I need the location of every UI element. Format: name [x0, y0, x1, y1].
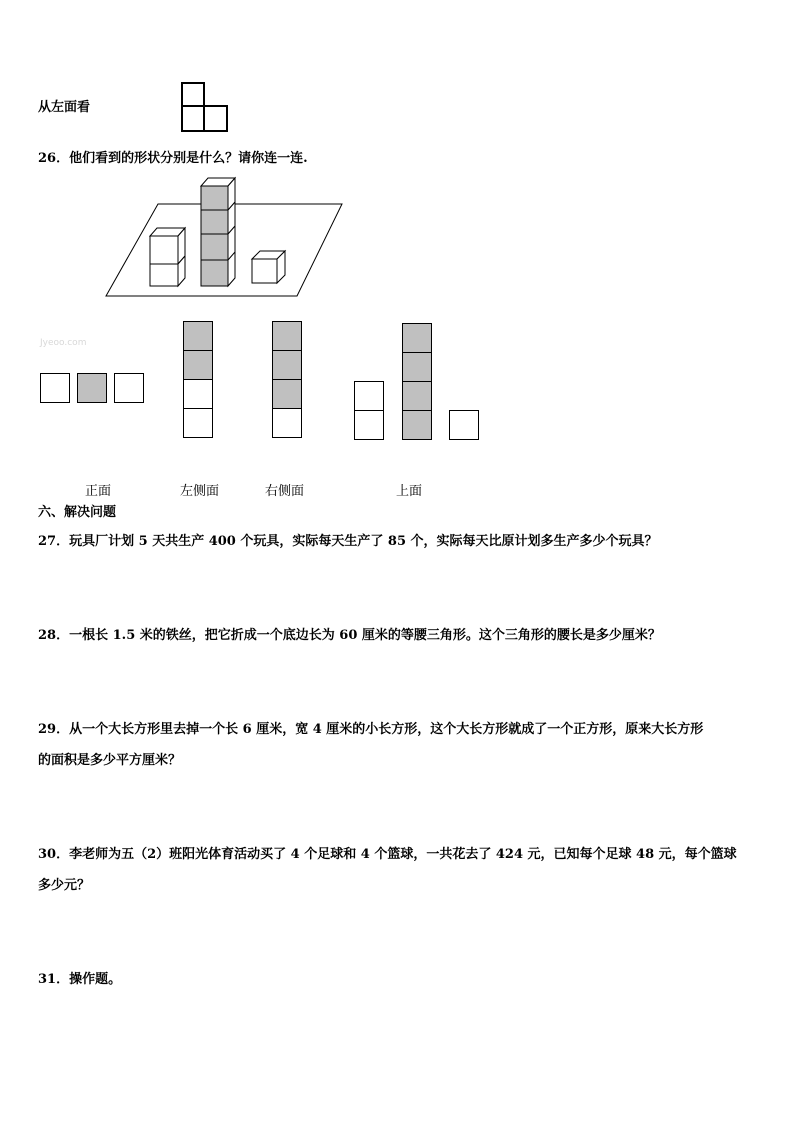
question-28: 28．一根长 1.5 米的铁丝，把它折成一个底边长为 60 厘米的等腰三角形。这个三角形的腰长是多少厘米？ — [38, 628, 661, 643]
view-square-gray — [183, 321, 213, 351]
view-square-gray — [183, 350, 213, 380]
view-square — [114, 373, 144, 403]
figure-square — [181, 105, 205, 132]
view-square — [183, 379, 213, 409]
question-26: 26．他们看到的形状分别是什么？请你连一连. — [38, 151, 308, 166]
cube-stack-left — [150, 228, 185, 286]
cube-single-right — [252, 251, 285, 283]
label-left-side: 左侧面 — [180, 484, 220, 499]
left-view-label: 从左面看 — [38, 100, 91, 115]
question-29-line1: 29．从一个大长方形里去掉一个长 6 厘米，宽 4 厘米的小长方形，这个大长方形就成了一个正方形，原来大长方形 — [38, 722, 704, 737]
view-square-gray — [272, 321, 302, 351]
question-30-line2: 多少元？ — [38, 878, 91, 893]
question-30-line1: 30．李老师为五（2）班阳光体育活动买了 4 个足球和 4 个篮球，一共花去了 424 元，已知每个足球 48 元，每个篮球 — [38, 847, 737, 862]
question-27: 27．玩具厂计划 5 天共生产 400 个玩具，实际每天生产了 85 个，实际每天比原计划多生产多少个玩具？ — [38, 534, 658, 549]
view-square-gray — [402, 410, 432, 440]
cube-stack-middle — [201, 178, 235, 286]
view-square-gray — [402, 352, 432, 382]
section-title: 六、解决问题 — [38, 505, 117, 520]
label-right-side: 右侧面 — [265, 484, 305, 499]
cube-stack-illustration — [100, 172, 350, 302]
view-square-gray — [402, 323, 432, 353]
watermark: Jyeoo.com — [40, 338, 87, 348]
view-square — [183, 408, 213, 438]
view-square — [272, 408, 302, 438]
question-31: 31．操作题。 — [38, 972, 122, 987]
view-square-gray — [272, 379, 302, 409]
figure-square — [181, 82, 205, 107]
view-square — [40, 373, 70, 403]
label-top: 上面 — [396, 484, 423, 499]
view-square — [449, 410, 479, 440]
view-square-gray — [77, 373, 107, 403]
view-square-gray — [402, 381, 432, 411]
question-29-line2: 的面积是多少平方厘米？ — [38, 753, 182, 768]
label-front: 正面 — [85, 484, 112, 499]
view-square-gray — [272, 350, 302, 380]
view-square — [354, 410, 384, 440]
view-square — [354, 381, 384, 411]
figure-square — [203, 105, 228, 132]
